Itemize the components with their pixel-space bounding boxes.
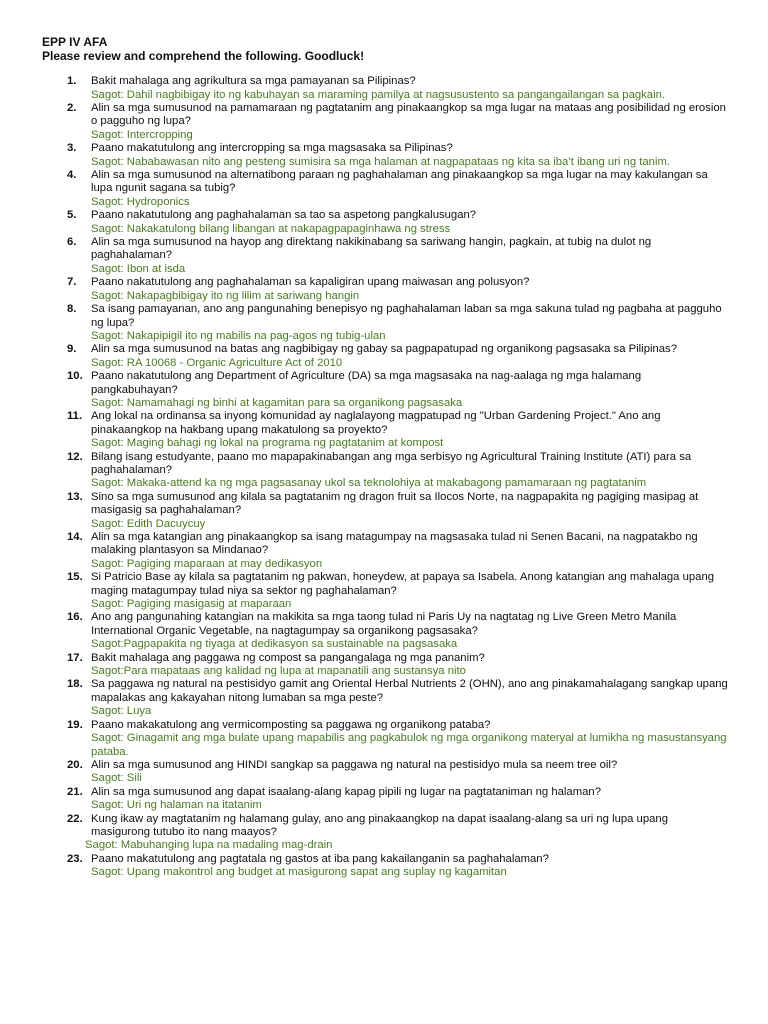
list-item <box>42 303 728 343</box>
list-item <box>42 142 728 169</box>
question-text: Ang lokal na ordinansa sa inyong komunidad ay naglalayong magpatupad ng "Urban Gardening Project." Ano ang pinakaangkop na hakbang upang makatulong sa proyekto? <box>91 410 661 436</box>
question-text: Sino sa mga sumusunod ang kilala sa pagtatanim ng dragon fruit sa Ilocos Norte, na nagpapakita ng pagiging masipag at masigasig sa paghahalaman? <box>91 490 699 517</box>
item-number: 4. <box>67 169 77 182</box>
list-item <box>42 276 728 303</box>
item-number: 8. <box>67 303 77 316</box>
question-text: Paano makatutulong ang pagtatala ng gastos at iba pang kakailanganin sa paghahalaman? <box>91 852 549 865</box>
list-item <box>42 786 728 813</box>
document-title: EPP IV AFA <box>42 35 108 49</box>
answer-text: Sagot: RA 10068 - Organic Agriculture Act of 2010 <box>91 356 343 369</box>
answer-text: Sagot: Hydroponics <box>91 195 190 208</box>
question-text: Alin sa mga sumusunod na batas ang nagbibigay ng gabay sa pagpapatupad ng organikong pagsasaka sa Pilipinas? <box>91 343 677 356</box>
answer-text: Sagot: Makaka-attend ka ng mga pagsasanay ukol sa teknolohiya at makabagong pamamaraan ng pagtatanim <box>91 477 647 490</box>
item-number: 3. <box>67 142 77 155</box>
answer-text: Sagot: Nakakatulong bilang libangan at nakapagpapaginhawa ng stress <box>91 222 451 235</box>
question-text: Si Patricio Base ay kilala sa pagtatanim ng pakwan, honeydew, at papaya sa Isabela. Anong katangian ang mahalaga upang maging matagumpay tulad niya sa sektor ng paghahalaman? <box>91 571 715 597</box>
question-text: Alin sa mga sumusunod na alternatibong paraan ng paghahalaman ang pinakaangkop sa mga lugar na may kakulangan sa lupa ngunit sagana sa tubig? <box>91 169 708 195</box>
question-text: Alin sa mga sumusunod na pamamaraan ng pagtatanim ang pinakaangkop sa mga lugar na mataas ang posibilidad ng erosion o pagguho ng lupa? <box>91 102 726 128</box>
answer-text: Sagot: Edith Dacuycuy <box>91 517 206 530</box>
item-number: 10. <box>67 370 83 383</box>
question-text: Ano ang pangunahing katangian na makikita sa mga taong tulad ni Paris Uy na nagtatag ng Live Green Metro Manila International Organic Vegetable, na nagtagumpay sa organikong pagsasaka? <box>91 611 677 637</box>
answer-text: Sagot: Upang makontrol ang budget at masigurong sapat ang suplay ng kagamitan <box>91 866 507 879</box>
item-number: 20. <box>67 758 83 771</box>
question-text: Alin sa mga sumusunod ang dapat isaalang-alang kapag pipili ng lugar na pagtataniman ng halaman? <box>91 785 601 798</box>
list-item <box>42 169 728 209</box>
list-item <box>42 491 728 531</box>
item-number: 1. <box>67 75 77 88</box>
list-item <box>42 678 728 718</box>
item-number: 5. <box>67 209 77 222</box>
question-text: Paano nakatutulong ang paghahalaman sa kapaligiran upang maiwasan ang polusyon? <box>91 276 530 289</box>
list-item <box>42 410 728 450</box>
item-number: 2. <box>67 102 77 114</box>
item-number: 14. <box>67 531 83 543</box>
question-text: Sa isang pamayanan, ano ang pangunahing benepisyo ng paghahalaman laban sa mga sakuna tulad ng pagbaha at pagguho ng lupa? <box>91 303 722 329</box>
answer-text: Sagot: Maging bahagi ng lokal na programa ng pagtatanim at kompost <box>91 437 444 450</box>
question-text: Paano makakatulong ang vermicomposting sa paggawa ng organikong pataba? <box>91 718 491 731</box>
question-text: Alin sa mga sumusunod ang HINDI sangkap sa paggawa ng natural na pestisidyo mula sa neem tree oil? <box>91 758 618 771</box>
item-number: 15. <box>67 571 83 584</box>
list-item <box>42 343 728 370</box>
list-item <box>42 370 728 410</box>
question-text: Paano nakatutulong ang paghahalaman sa tao sa aspetong pangkalusugan? <box>91 209 477 222</box>
answer-text: Sagot: Dahil nagbibigay ito ng kabuhayan sa maraming pamilya at nagsusustento sa pangangailangan sa pagkain. <box>91 88 666 101</box>
answer-text: Sagot:Pagpapakita ng tiyaga at dedikasyon sa sustainable na pagsasaka <box>91 638 458 651</box>
answer-text: Sagot: Pagiging maparaan at may dedikasyon <box>91 557 323 570</box>
item-number: 21. <box>67 785 83 798</box>
list-item <box>42 759 728 786</box>
list-item <box>42 853 728 880</box>
answer-text: Sagot:Para mapataas ang kalidad ng lupa at mapanatili ang sustansya nito <box>91 665 466 678</box>
list-item <box>42 571 728 611</box>
item-number: 12. <box>67 450 83 463</box>
question-text: Alin sa mga sumusunod na hayop ang direktang nakikinabang sa sariwang hangin, pagkain, at tubig na dulot ng paghahalaman? <box>91 236 652 262</box>
question-text: Paano makatutulong ang intercropping sa mga magsasaka sa Pilipinas? <box>91 142 453 155</box>
item-number: 19. <box>67 718 83 731</box>
item-number: 23. <box>67 852 83 865</box>
list-item <box>42 531 728 571</box>
list-item <box>42 813 728 853</box>
answer-text: Sagot: Uri ng halaman na itatanim <box>91 799 262 812</box>
item-number: 11. <box>67 410 83 423</box>
item-number: 7. <box>67 276 77 289</box>
answer-text: Sagot: Nababawasan nito ang pesteng sumisira sa mga halaman at nagpapataas ng kita sa iba’t ibang uri ng tanim. <box>91 155 671 168</box>
answer-text: Sagot: Pagiging masigasig at maparaan <box>91 598 292 611</box>
answer-text: Sagot: Intercropping <box>91 128 193 141</box>
question-text: Sa paggawa ng natural na pestisidyo gamit ang Oriental Herbal Nutrients 2 (OHN), ano ang pinakamahalagang sangkap upang mapalakas ang kakayahan nitong lumaban sa mga peste? <box>91 678 728 704</box>
item-number: 13. <box>67 490 83 503</box>
item-number: 22. <box>67 812 83 825</box>
question-text: Bakit mahalaga ang paggawa ng compost sa pangangalaga ng mga pananim? <box>91 651 485 664</box>
answer-text: Sagot: Namamahagi ng binhi at kagamitan para sa organikong pagsasaka <box>91 396 463 409</box>
list-item <box>42 209 728 236</box>
list-item <box>42 236 728 276</box>
answer-text: Sagot: Ginagamit ang mga bulate upang mapabilis ang pagkabulok ng mga organikong materyal at lumikha ng masustansyang pataba. <box>91 732 727 758</box>
item-number: 6. <box>67 236 77 249</box>
item-number: 17. <box>67 651 83 664</box>
list-item <box>42 451 728 491</box>
question-text: Kung ikaw ay magtatanim ng halamang gulay, ano ang pinakaangkop na dapat isaalang-alang sa uri ng lupa upang masigurong tutubo ito nang maayos? <box>91 812 668 838</box>
list-item <box>42 75 728 102</box>
list-item <box>42 611 728 651</box>
answer-text: Sagot: Nakapagbibigay ito ng lilim at sariwang hangin <box>91 289 360 302</box>
item-number: 9. <box>67 343 77 356</box>
item-number: 16. <box>67 611 83 624</box>
answer-text: Sagot: Nakapipigil ito ng mabilis na pag-agos ng tubig-ulan <box>91 329 386 342</box>
question-text: Alin sa mga katangian ang pinakaangkop sa isang matagumpay na magsasaka tulad ni Senen Bacani, na nagpatakbo ng malaking plantasyon sa Mindanao? <box>91 531 698 557</box>
answer-text: Sagot: Ibon at isda <box>91 262 186 275</box>
question-list <box>42 75 728 879</box>
document-instructions: Please review and comprehend the following. Goodluck! <box>42 48 365 63</box>
list-item <box>42 719 728 759</box>
list-item <box>42 102 728 142</box>
question-text: Paano nakatutulong ang Department of Agriculture (DA) sa mga magsasaka na nag-aalaga ng mga halamang pangkabuhayan? <box>91 370 642 396</box>
list-item <box>42 652 728 679</box>
answer-text: Sagot: Mabuhanging lupa na madaling mag-drain <box>85 839 333 852</box>
question-text: Bilang isang estudyante, paano mo mapapakinabangan ang mga serbisyo ng Agricultural Training Institute (ATI) para sa paghahalaman? <box>91 450 692 476</box>
item-number: 18. <box>67 678 83 691</box>
answer-text: Sagot: Sili <box>91 772 142 785</box>
answer-text: Sagot: Luya <box>91 705 152 718</box>
question-text: Bakit mahalaga ang agrikultura sa mga pamayanan sa Pilipinas? <box>91 75 416 88</box>
